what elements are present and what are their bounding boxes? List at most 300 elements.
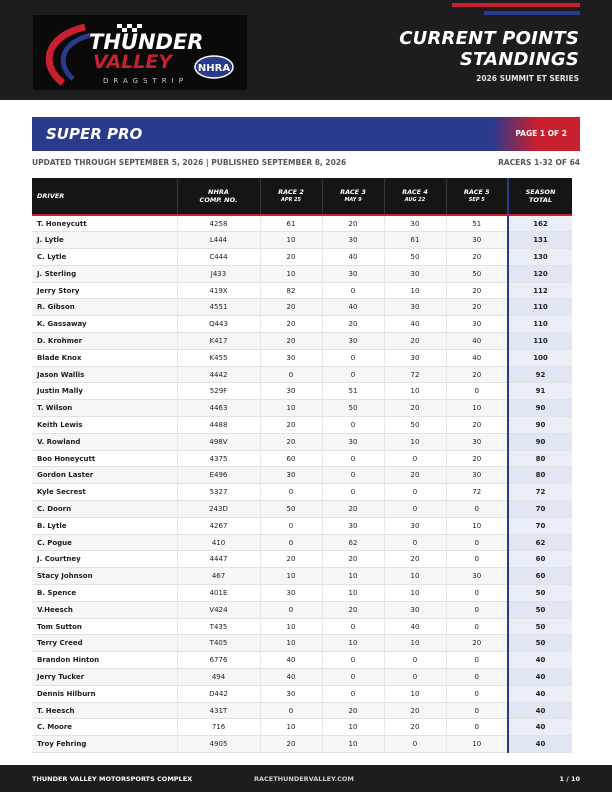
race-points: 20 (260, 433, 322, 450)
race-points: 0 (384, 501, 446, 518)
driver-name: V. Rowland (32, 433, 177, 450)
comp-number: 4551 (177, 299, 260, 316)
race-points: 0 (384, 450, 446, 467)
race-points: 0 (260, 366, 322, 383)
comp-number: T435 (177, 618, 260, 635)
season-total: 110 (508, 333, 572, 350)
comp-number: 401E (177, 585, 260, 602)
season-total: 40 (508, 652, 572, 669)
comp-number: L444 (177, 232, 260, 249)
driver-name: Tom Sutton (32, 618, 177, 635)
comp-number: Q443 (177, 316, 260, 333)
table-row (32, 517, 572, 534)
race-points: 30 (384, 215, 446, 232)
accent-stripe-red (452, 3, 580, 7)
race-points: 30 (322, 333, 384, 350)
col-header-label: NHRA (208, 188, 229, 196)
driver-name: Justin Mally (32, 383, 177, 400)
season-total: 162 (508, 215, 572, 232)
race-points: 30 (446, 568, 508, 585)
driver-name: J. Courtney (32, 551, 177, 568)
season-total: 60 (508, 568, 572, 585)
season-total: 90 (508, 400, 572, 417)
updated-published-line: UPDATED THROUGH SEPTEMBER 5, 2026 | PUBLISHED SEPTEMBER 8, 2026 (32, 158, 347, 167)
race-points: 20 (446, 366, 508, 383)
col-header-label: SEASON (525, 188, 556, 196)
race-points: 30 (260, 349, 322, 366)
series-name: 2026 SUMMIT ET SERIES (476, 74, 579, 83)
col-header-sublabel: TOTAL (528, 196, 553, 204)
race-points: 10 (260, 400, 322, 417)
season-total: 72 (508, 484, 572, 501)
comp-number: V424 (177, 601, 260, 618)
class-title: SUPER PRO (46, 125, 143, 143)
season-total: 50 (508, 618, 572, 635)
footer-page-number: 1 / 10 (559, 775, 580, 783)
col-header-2 (260, 178, 322, 215)
page-footer (0, 765, 612, 792)
race-points: 20 (260, 249, 322, 266)
driver-name: Brandon Hinton (32, 652, 177, 669)
driver-name: Terry Creed (32, 635, 177, 652)
race-points: 30 (384, 601, 446, 618)
race-points: 20 (260, 333, 322, 350)
footer-org-name: THUNDER VALLEY MOTORSPORTS COMPLEX (32, 775, 193, 783)
season-total: 62 (508, 534, 572, 551)
table-row (32, 400, 572, 417)
race-points: 20 (384, 467, 446, 484)
page-indicator: PAGE 1 OF 2 (515, 129, 567, 138)
accent-stripe-blue (484, 11, 580, 15)
driver-name: T. Wilson (32, 400, 177, 417)
race-points: 20 (446, 299, 508, 316)
driver-name: Jerry Tucker (32, 669, 177, 686)
race-points: 62 (322, 534, 384, 551)
table-body (32, 215, 572, 753)
race-points: 20 (322, 551, 384, 568)
race-points: 10 (384, 433, 446, 450)
race-points: 40 (322, 299, 384, 316)
race-points: 10 (260, 719, 322, 736)
race-points: 30 (446, 433, 508, 450)
race-points: 20 (260, 736, 322, 753)
col-header-sublabel: MAY 9 (344, 197, 362, 203)
race-points: 30 (446, 316, 508, 333)
page-header (0, 0, 612, 100)
race-points: 20 (384, 400, 446, 417)
table-row (32, 501, 572, 518)
col-header-label: RACE 2 (278, 188, 304, 196)
race-points: 30 (384, 349, 446, 366)
race-points: 20 (384, 719, 446, 736)
race-points: 10 (446, 517, 508, 534)
table-row (32, 383, 572, 400)
season-total: 50 (508, 601, 572, 618)
table-header (32, 178, 572, 215)
race-points: 40 (446, 333, 508, 350)
driver-name: J. Sterling (32, 265, 177, 282)
race-points: 20 (260, 551, 322, 568)
race-points: 10 (260, 635, 322, 652)
table-row (32, 484, 572, 501)
comp-number: 6776 (177, 652, 260, 669)
driver-name: D. Krohmer (32, 333, 177, 350)
col-header-sublabel: SEP 5 (468, 197, 485, 203)
table-row (32, 467, 572, 484)
race-points: 10 (322, 736, 384, 753)
table-row (32, 366, 572, 383)
race-points: 30 (260, 585, 322, 602)
col-header-label: RACE 4 (402, 188, 428, 196)
race-points: 30 (260, 467, 322, 484)
race-points: 40 (384, 316, 446, 333)
season-total: 92 (508, 366, 572, 383)
table-row (32, 635, 572, 652)
comp-number: E496 (177, 467, 260, 484)
col-header-sublabel: APR 25 (280, 197, 302, 203)
table-row (32, 618, 572, 635)
driver-name: C. Pogue (32, 534, 177, 551)
race-points: 72 (446, 484, 508, 501)
race-points: 51 (322, 383, 384, 400)
driver-name: V.Heesch (32, 601, 177, 618)
race-points: 20 (322, 702, 384, 719)
race-points: 0 (322, 366, 384, 383)
table-row (32, 534, 572, 551)
driver-name: Blade Knox (32, 349, 177, 366)
race-points: 10 (322, 568, 384, 585)
col-header-3 (322, 178, 384, 215)
comp-number: J433 (177, 265, 260, 282)
race-points: 0 (322, 417, 384, 434)
table-row (32, 652, 572, 669)
race-points: 0 (446, 534, 508, 551)
table-row (32, 282, 572, 299)
race-points: 0 (322, 669, 384, 686)
race-points: 10 (260, 618, 322, 635)
comp-number: 498V (177, 433, 260, 450)
race-points: 0 (322, 484, 384, 501)
comp-number: 494 (177, 669, 260, 686)
comp-number: 529F (177, 383, 260, 400)
race-points: 0 (322, 282, 384, 299)
race-points: 0 (446, 501, 508, 518)
svg-text:VALLEY: VALLEY (93, 51, 173, 73)
race-points: 0 (260, 484, 322, 501)
race-points: 40 (260, 669, 322, 686)
comp-number: 4267 (177, 517, 260, 534)
header-title-line1: CURRENT POINTS (399, 28, 579, 49)
table-row (32, 702, 572, 719)
race-points: 0 (446, 669, 508, 686)
season-total: 60 (508, 551, 572, 568)
race-points: 0 (446, 719, 508, 736)
race-points: 0 (384, 669, 446, 686)
driver-name: C. Moore (32, 719, 177, 736)
comp-number: K455 (177, 349, 260, 366)
race-points: 20 (260, 316, 322, 333)
season-total: 80 (508, 467, 572, 484)
racers-range: RACERS 1-32 OF 64 (498, 158, 580, 167)
race-points: 40 (322, 249, 384, 266)
race-points: 10 (322, 585, 384, 602)
driver-name: K. Gassaway (32, 316, 177, 333)
race-points: 50 (384, 417, 446, 434)
table-row (32, 299, 572, 316)
comp-number: 4463 (177, 400, 260, 417)
comp-number: T405 (177, 635, 260, 652)
race-points: 0 (446, 601, 508, 618)
race-points: 50 (446, 265, 508, 282)
driver-name: Jason Wallis (32, 366, 177, 383)
col-header-label: RACE 5 (463, 188, 490, 196)
race-points: 0 (322, 618, 384, 635)
race-points: 40 (260, 652, 322, 669)
race-points: 0 (446, 685, 508, 702)
race-points: 82 (260, 282, 322, 299)
svg-text:NHRA: NHRA (197, 63, 231, 74)
race-points: 30 (384, 265, 446, 282)
race-points: 40 (446, 349, 508, 366)
table-row (32, 568, 572, 585)
race-points: 30 (322, 433, 384, 450)
race-points: 60 (260, 450, 322, 467)
race-points: 10 (384, 685, 446, 702)
driver-name: Kyle Secrest (32, 484, 177, 501)
race-points: 61 (260, 215, 322, 232)
comp-number: 419X (177, 282, 260, 299)
col-header-1 (177, 178, 260, 215)
season-total: 131 (508, 232, 572, 249)
race-points: 30 (384, 299, 446, 316)
table-row (32, 669, 572, 686)
driver-name: Keith Lewis (32, 417, 177, 434)
season-total: 50 (508, 585, 572, 602)
driver-name: T. Heesch (32, 702, 177, 719)
season-total: 90 (508, 417, 572, 434)
race-points: 20 (446, 282, 508, 299)
driver-name: Boo Honeycutt (32, 450, 177, 467)
col-header-season-total (508, 178, 572, 215)
race-points: 30 (260, 383, 322, 400)
race-points: 20 (446, 450, 508, 467)
race-points: 0 (384, 534, 446, 551)
race-points: 40 (384, 618, 446, 635)
season-total: 112 (508, 282, 572, 299)
race-points: 0 (384, 652, 446, 669)
race-points: 0 (446, 383, 508, 400)
table-row (32, 349, 572, 366)
driver-name: Troy Fehring (32, 736, 177, 753)
driver-name: B. Spence (32, 585, 177, 602)
race-points: 51 (446, 215, 508, 232)
comp-number: 4905 (177, 736, 260, 753)
race-points: 20 (446, 635, 508, 652)
race-points: 30 (446, 467, 508, 484)
race-points: 0 (446, 551, 508, 568)
race-points: 0 (260, 534, 322, 551)
race-points: 20 (322, 601, 384, 618)
season-total: 120 (508, 265, 572, 282)
comp-number: 431T (177, 702, 260, 719)
table-row (32, 215, 572, 232)
race-points: 10 (384, 635, 446, 652)
col-header-sublabel: AUG 22 (404, 197, 426, 203)
season-total: 40 (508, 669, 572, 686)
race-points: 30 (446, 232, 508, 249)
race-points: 30 (260, 685, 322, 702)
driver-name: Dennis Hilburn (32, 685, 177, 702)
footer-website-link[interactable]: RACETHUNDERVALLEY.COM (254, 775, 354, 783)
table-row (32, 685, 572, 702)
race-points: 10 (446, 400, 508, 417)
col-header-label: DRIVER (37, 192, 65, 200)
table-row (32, 433, 572, 450)
race-points: 20 (322, 316, 384, 333)
comp-number: 467 (177, 568, 260, 585)
race-points: 10 (260, 232, 322, 249)
table-row (32, 333, 572, 350)
comp-number: 410 (177, 534, 260, 551)
driver-name: T. Honeycutt (32, 215, 177, 232)
race-points: 20 (260, 299, 322, 316)
standings-table (32, 178, 572, 753)
season-total: 110 (508, 299, 572, 316)
driver-name: R. Gibson (32, 299, 177, 316)
table-row (32, 736, 572, 753)
race-points: 10 (322, 719, 384, 736)
race-points: 10 (446, 736, 508, 753)
race-points: 10 (384, 282, 446, 299)
comp-number: 716 (177, 719, 260, 736)
comp-number: C444 (177, 249, 260, 266)
driver-name: Stacy Johnson (32, 568, 177, 585)
season-total: 40 (508, 736, 572, 753)
table-row (32, 719, 572, 736)
race-points: 30 (322, 232, 384, 249)
race-points: 0 (322, 467, 384, 484)
comp-number: 243D (177, 501, 260, 518)
thunder-valley-logo (33, 15, 247, 90)
header-row (32, 178, 572, 215)
table-row (32, 601, 572, 618)
race-points: 0 (446, 702, 508, 719)
driver-name: C. Lytle (32, 249, 177, 266)
table-row (32, 585, 572, 602)
season-total: 80 (508, 450, 572, 467)
race-points: 0 (322, 685, 384, 702)
table-row (32, 417, 572, 434)
race-points: 20 (322, 215, 384, 232)
race-points: 20 (384, 702, 446, 719)
race-points: 61 (384, 232, 446, 249)
comp-number: 4488 (177, 417, 260, 434)
comp-number: 4442 (177, 366, 260, 383)
race-points: 0 (446, 618, 508, 635)
race-points: 20 (384, 333, 446, 350)
svg-text:THUNDER: THUNDER (89, 30, 204, 54)
season-total: 40 (508, 719, 572, 736)
season-total: 70 (508, 517, 572, 534)
race-points: 0 (322, 450, 384, 467)
race-points: 10 (384, 383, 446, 400)
race-points: 10 (384, 585, 446, 602)
col-header-sublabel: COMP. NO. (199, 196, 238, 204)
race-points: 30 (322, 265, 384, 282)
driver-name: B. Lytle (32, 517, 177, 534)
race-points: 72 (384, 366, 446, 383)
race-points: 50 (322, 400, 384, 417)
race-points: 0 (322, 652, 384, 669)
race-points: 10 (260, 568, 322, 585)
col-header-4 (384, 178, 446, 215)
race-points: 20 (446, 249, 508, 266)
season-total: 130 (508, 249, 572, 266)
season-total: 91 (508, 383, 572, 400)
col-header-label: RACE 3 (340, 188, 366, 196)
race-points: 0 (446, 585, 508, 602)
race-points: 0 (322, 349, 384, 366)
thunder-valley-logo-graphic (33, 15, 247, 90)
col-header-driver (32, 178, 177, 215)
race-points: 10 (384, 568, 446, 585)
header-title-line2: STANDINGS (459, 49, 579, 70)
race-points: 50 (384, 249, 446, 266)
svg-text:DRAGSTRIP: DRAGSTRIP (103, 77, 188, 85)
comp-number: D442 (177, 685, 260, 702)
table-row (32, 265, 572, 282)
race-points: 10 (260, 265, 322, 282)
comp-number: 4447 (177, 551, 260, 568)
season-total: 100 (508, 349, 572, 366)
race-points: 20 (322, 501, 384, 518)
driver-name: J. Lytle (32, 232, 177, 249)
season-total: 40 (508, 685, 572, 702)
race-points: 30 (322, 517, 384, 534)
season-total: 40 (508, 702, 572, 719)
comp-number: K417 (177, 333, 260, 350)
race-points: 30 (384, 517, 446, 534)
race-points: 0 (446, 652, 508, 669)
race-points: 20 (446, 417, 508, 434)
race-points: 0 (384, 484, 446, 501)
table-row (32, 249, 572, 266)
season-total: 110 (508, 316, 572, 333)
col-header-5 (446, 178, 508, 215)
race-points: 0 (260, 517, 322, 534)
race-points: 50 (260, 501, 322, 518)
season-total: 50 (508, 635, 572, 652)
table-row (32, 450, 572, 467)
table-row (32, 232, 572, 249)
race-points: 20 (384, 551, 446, 568)
comp-number: 4375 (177, 450, 260, 467)
race-points: 0 (260, 601, 322, 618)
season-total: 90 (508, 433, 572, 450)
comp-number: 4258 (177, 215, 260, 232)
table-row (32, 316, 572, 333)
driver-name: C. Doorn (32, 501, 177, 518)
race-points: 0 (384, 736, 446, 753)
driver-name: Jerry Story (32, 282, 177, 299)
table-row (32, 551, 572, 568)
race-points: 0 (260, 702, 322, 719)
race-points: 10 (322, 635, 384, 652)
race-points: 20 (260, 417, 322, 434)
season-total: 70 (508, 501, 572, 518)
driver-name: Gordon Laster (32, 467, 177, 484)
comp-number: 5327 (177, 484, 260, 501)
